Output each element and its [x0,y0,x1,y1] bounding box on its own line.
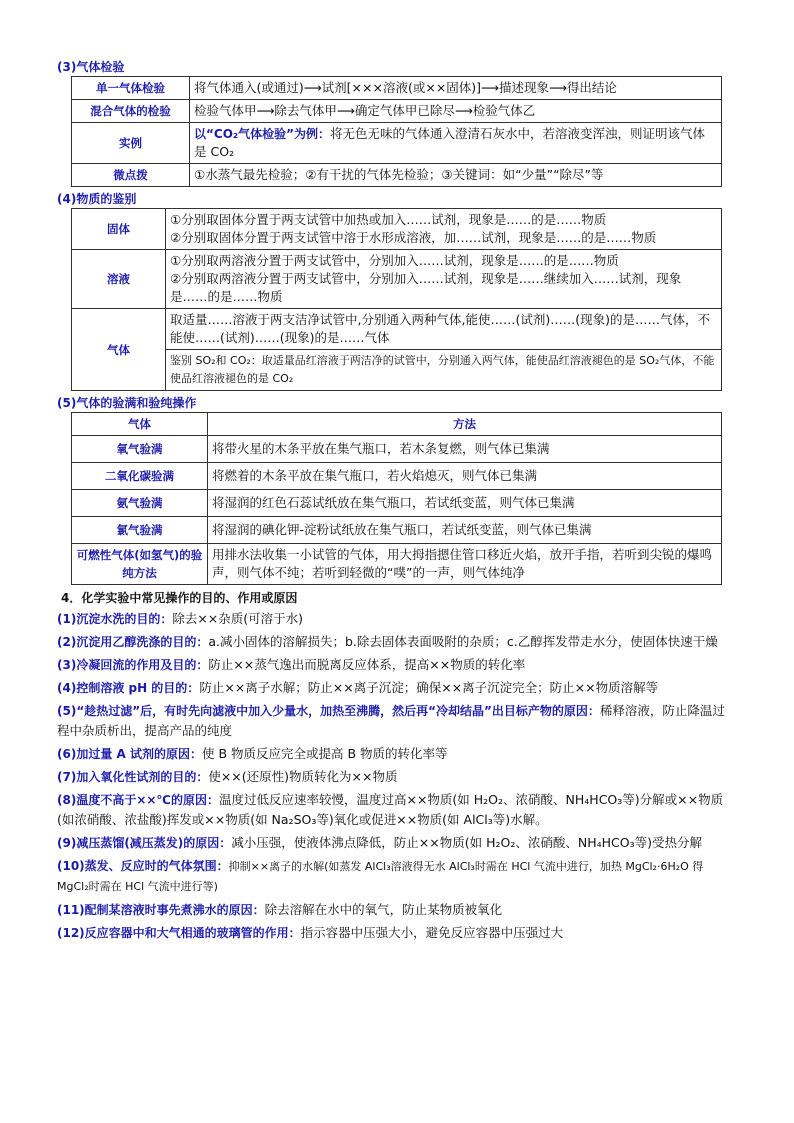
item-head: (4)控制溶液 pH 的目的： [57,681,200,695]
gas-method: 将湿润的红色石蕊试纸放在集气瓶口，若试纸变蓝，则气体已集满 [208,490,722,517]
identify-table [71,208,722,391]
row-label: 气体 [72,309,166,391]
gas-name: 氨气验满 [72,490,208,517]
row-content [166,250,722,309]
table-row [72,250,722,309]
gas-method: 用排水法收集一小试管的气体，用大拇指摁住管口移近火焰，放开手指，若听到尖锐的爆鸣声，则气体不纯；若听到轻微的“噗”的一声，则气体纯净 [208,544,722,585]
row-label: 固体 [72,209,166,250]
table-header-row [72,413,722,436]
row-label: 溶液 [72,250,166,309]
document-page [57,58,737,943]
section-gas-test-title: (3)气体检验 [57,60,125,74]
list-item [57,790,737,830]
example-lead: 以“CO₂气体检验”为例： [194,127,331,141]
row-label: 混合气体的检验 [72,100,190,123]
table-row [72,436,722,463]
list-item [57,632,737,652]
list-item [57,609,737,629]
solid-method-2: ②分别取固体分置于两支试管中溶于水形成溶液，加……试剂，现象是……的是……物质 [170,230,657,245]
item-body: 减小压强，使液体沸点降低，防止××物质(如 H₂O₂、浓硝酸、NH₄HCO₃等)受热分解 [231,835,702,850]
gas-method: 将湿润的碘化钾-淀粉试纸放在集气瓶口，若试纸变蓝，则气体已集满 [208,517,722,544]
section-4-title: 4．化学实验中常见操作的目的、作用或原因 [61,591,298,605]
table-row [72,350,722,391]
gas-full-table [71,412,722,585]
section-gas-full-title: (5)气体的验满和验纯操作 [57,396,197,410]
solution-method-1: ①分别取两溶液分置于两支试管中，分别加入……试剂，现象是……的是……物质 [170,253,619,268]
table-row [72,77,722,100]
item-body: 稀释溶液，防止降温过程中杂质析出，提高产品的纯度 [57,703,725,738]
item-body: a.减小固体的溶解损失；b.除去固体表面吸附的杂质；c.乙醇挥发带走水分，使固体快速干燥 [208,634,718,649]
item-head: (7)加入氧化性试剂的目的： [57,770,209,784]
example-text: 将无色无味的气体通入澄清石灰水中，若溶液变浑浊，则证明该气体是 CO₂ [194,126,706,159]
solution-method-2: ②分别取两溶液分置于两支试管中，分别加入……试剂，现象是……继续加入……试剂，现象是……的是……物质 [170,271,682,304]
row-content: 将气体通入(或通过)⟶试剂[×××溶液(或××固体)]⟶描述现象⟶得出结论 [190,77,722,100]
list-item [57,856,737,897]
gas-name: 可燃性气体(如氢气)的验纯方法 [72,544,208,585]
item-body: 指示容器中压强大小，避免反应容器中压强过大 [300,925,564,940]
gas-name: 氧气验满 [72,436,208,463]
list-item [57,900,737,920]
list-item [57,923,737,943]
list-item [57,678,737,698]
item-head: (2)沉淀用乙醇洗涤的目的： [57,635,209,649]
section-identify-title: (4)物质的鉴别 [57,192,137,206]
table-row [72,544,722,585]
gas-method: 将燃着的木条平放在集气瓶口，若火焰熄灭，则气体已集满 [208,463,722,490]
item-body: 使 B 物质反应完全或提高 B 物质的转化率等 [201,746,448,761]
table-row [72,463,722,490]
row-label: 实例 [72,123,190,164]
list-item [57,701,737,741]
item-body: 除去溶解在水中的氧气，防止某物质被氧化 [264,902,503,917]
list-item [57,767,737,787]
row-content: ①水蒸气最先检验；②有干扰的气体先检验；③关键词：如“少量”“除尽”等 [190,164,722,187]
item-head: (5)“趁热过滤”后，有时先向滤液中加入少量水，加热至沸腾，然后再“冷却结晶”出目标产物的原因： [57,704,600,718]
row-label: 单一气体检验 [72,77,190,100]
list-item [57,833,737,853]
gas-method: 将带火星的木条平放在集气瓶口，若木条复燃，则气体已集满 [208,436,722,463]
item-head: (11)配制某溶液时事先煮沸水的原因： [57,903,265,917]
row-label: 微点拨 [72,164,190,187]
table-row [72,209,722,250]
row-content: 检验气体甲⟶除去气体甲⟶确定气体甲已除尽⟶检验气体乙 [190,100,722,123]
item-body: 温度过低反应速率较慢，温度过高××物质(如 H₂O₂、浓硝酸、NH₄HCO₃等)分解或××物质(如浓硝酸、浓盐酸)挥发或××物质(如 Na₂SO₃等)氧化或促进××物质(如 AlCl₃等)水解。 [57,792,724,827]
gas-name: 氯气验满 [72,517,208,544]
table-row [72,100,722,123]
list-item [57,744,737,764]
item-head: (10)蒸发、反应时的气体氛围： [57,859,229,873]
item-body: 抑制××离子的水解(如蒸发 AlCl₃溶液得无水 AlCl₃时需在 HCl 气流中进行，加热 MgCl₂·6H₂O 得 MgCl₂时需在 HCl 气流中进行等) [57,860,704,893]
column-header-gas: 气体 [72,413,208,436]
table-row [72,490,722,517]
row-content [190,123,722,164]
item-head: (1)沉淀水洗的目的： [57,612,173,626]
row-content: 鉴别 SO₂和 CO₂：取适量品红溶液于两洁净的试管中，分别通入两气体，能使品红溶液褪色的是 SO₂气体，不能使品红溶液褪色的是 CO₂ [166,350,722,391]
operations-list [57,609,737,943]
row-content: 取适量……溶液于两支洁净试管中,分别通入两种气体,能使……(试剂)……(现象)的是……气体，不能使……(试剂)……(现象)的是……气体 [166,309,722,350]
table-row [72,123,722,164]
solid-method-1: ①分别取固体分置于两支试管中加热或加入……试剂，现象是……的是……物质 [170,212,607,227]
list-item [57,655,737,675]
table-row [72,309,722,350]
item-head: (12)反应容器中和大气相通的玻璃管的作用： [57,926,301,940]
item-body: 除去××杂质(可溶于水) [172,611,304,626]
item-body: 防止××蒸气逸出而脱离反应体系，提高××物质的转化率 [208,657,526,672]
item-head: (9)减压蒸馏(减压蒸发)的原因： [57,836,232,850]
gas-test-table [71,76,722,187]
item-body: 使××(还原性)物质转化为××物质 [208,769,398,784]
item-head: (8)温度不高于××℃的原因： [57,793,219,807]
item-body: 防止××离子水解；防止××离子沉淀；确保××离子沉淀完全；防止××物质溶解等 [199,680,659,695]
gas-name: 二氧化碳验满 [72,463,208,490]
item-head: (6)加过量 A 试剂的原因： [57,747,202,761]
table-row [72,517,722,544]
row-content [166,209,722,250]
column-header-method: 方法 [208,413,722,436]
table-row [72,164,722,187]
item-head: (3)冷凝回流的作用及目的： [57,658,209,672]
